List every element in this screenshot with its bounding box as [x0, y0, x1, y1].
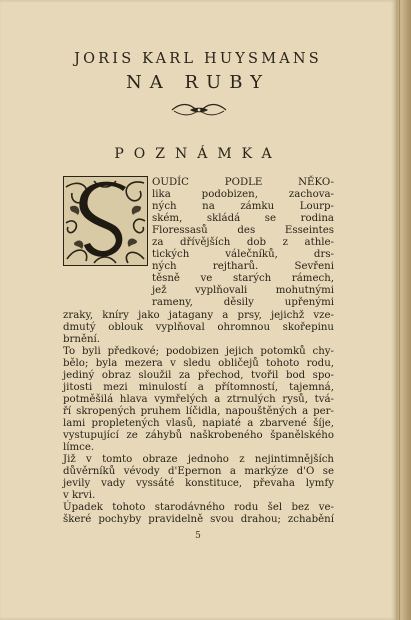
- section-heading: POZNÁMKA: [114, 146, 282, 162]
- body-line: škeré pochyby pravidelně svou drahou; zchabění: [63, 514, 334, 525]
- body-line: dmutý oblouk vyplňoval ohromnou skořepinu: [63, 322, 334, 333]
- body-line: ří skropených pruhem líčidla, napouštěných a per-: [63, 406, 334, 417]
- body-line: ském, skládá se rodina: [152, 213, 334, 224]
- body-line: Úpadek tohoto starodávného rodu šel bez ve-: [63, 502, 334, 513]
- body-line: těsně ve starých rámech,: [152, 273, 334, 284]
- body-line: za dřívějších dob z athle-: [152, 237, 334, 248]
- author-name: JORIS KARL HUYSMANS: [74, 51, 322, 67]
- body-line: vystupující ze záhybů naškrobeného španělského: [63, 430, 334, 441]
- body-line: Floressasů des Esseintes: [152, 225, 334, 236]
- book-title: NA RUBY: [126, 72, 270, 93]
- ornament-icon: [170, 101, 228, 119]
- body-line: jediný obraz sloužil za přechod, tvořil bod spo-: [63, 370, 334, 381]
- body-line: jež vyplňovali mohutnými: [152, 285, 334, 296]
- body-line: Již v tomto obraze jednoho z nejintimnějších: [63, 454, 334, 465]
- page-edge-line: [399, 0, 400, 620]
- body-line: lami propletených vlasů, napiaté a zbarvené šíje,: [63, 418, 334, 429]
- body-line: potměšilá hlava vymřelých a ztrnulých rysů, tvá-: [63, 394, 334, 405]
- decorative-initial: [63, 176, 148, 266]
- body-line: jitosti mezi minulostí a přítomností, tajemná,: [63, 382, 334, 393]
- body-line: zraky, kníry jako jatagany a prsy, jejichž vze-: [63, 310, 334, 321]
- body-line: brnění.: [63, 334, 101, 345]
- body-line: lika podobizen, zachova-: [152, 189, 334, 200]
- body-line: ných rejtharů. Sevřeni: [152, 261, 334, 272]
- body-line: límce.: [63, 442, 95, 453]
- body-line: jevily vady vyssáté konstituce, převaha lymfy: [63, 478, 334, 489]
- body-line: tických válečníků, drs-: [152, 249, 334, 260]
- body-line: ných na zámku Lourp-: [152, 201, 334, 212]
- body-line: To byli předkové; podobizen jejich potomků chy-: [63, 346, 334, 357]
- body-line: OUDÍC PODLE NĚKO-: [152, 177, 334, 188]
- body-line: důvěrníků vévody d'Epernon a markýze d'O se: [63, 466, 334, 477]
- body-line: rameny, děsily upřenými: [152, 297, 334, 308]
- body-line: bělo; byla mezera v sledu obličejů tohoto rodu,: [63, 358, 334, 369]
- page-number: 5: [195, 531, 201, 541]
- body-line: v krvi.: [63, 490, 96, 501]
